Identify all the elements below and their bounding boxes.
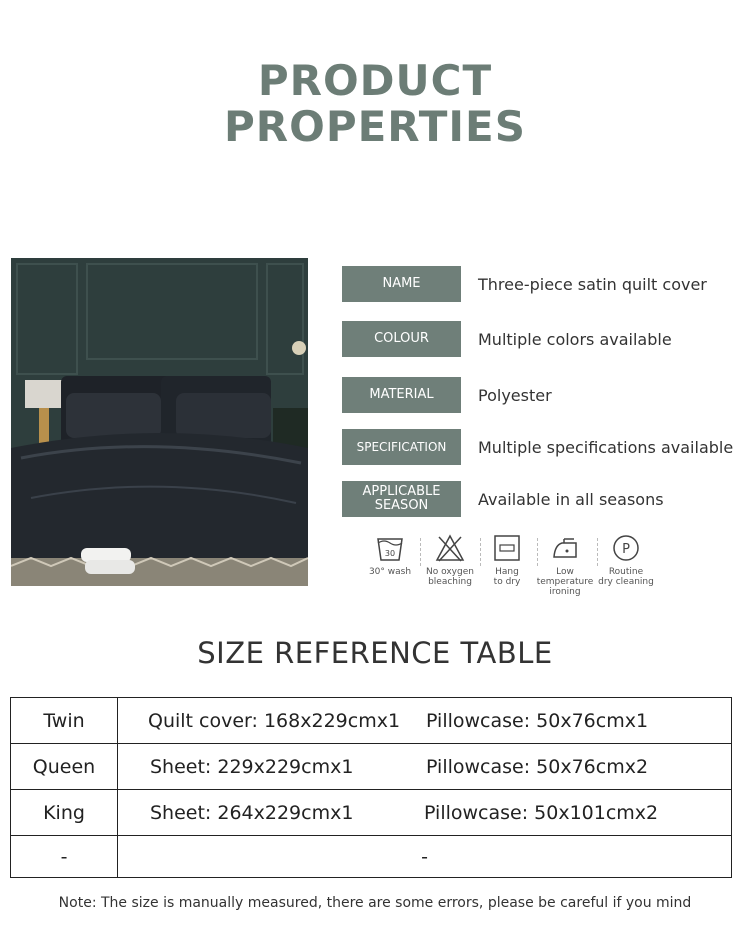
hang-dry-icon <box>492 533 522 563</box>
table-row <box>11 698 732 744</box>
spec-a: Sheet: 229x229cmx1 <box>150 755 354 778</box>
property-label-material: MATERIAL <box>342 377 461 413</box>
dry-clean-icon <box>611 533 641 563</box>
low-iron-icon <box>550 533 580 563</box>
size-note: Note: The size is manually measured, there are some errors, please be careful if you mind <box>58 895 692 911</box>
property-value-season: Available in all seasons <box>478 489 664 509</box>
property-value-name: Three-piece satin quilt cover <box>478 274 707 294</box>
size-table-title: SIZE REFERENCE TABLE <box>197 636 553 670</box>
care-label-wash: 30° wash <box>368 567 412 577</box>
page-title-line1: PRODUCT <box>257 56 493 105</box>
care-item-hang-dry <box>475 533 539 587</box>
property-label-season <box>342 481 461 517</box>
page-title-line2: PROPERTIES <box>224 102 526 151</box>
table-row <box>11 790 732 836</box>
property-value-specification: Multiple specifications available <box>478 437 734 457</box>
property-label-colour: COLOUR <box>342 321 461 357</box>
property-label-season-line2: SEASON <box>374 498 429 513</box>
size-cell: King <box>11 790 118 836</box>
property-row-season <box>342 481 742 517</box>
spec-b: Pillowcase: 50x76cmx1 <box>426 709 649 732</box>
care-item-iron <box>533 533 597 597</box>
dry-clean-symbol: P <box>622 542 630 557</box>
property-row-name <box>342 266 742 302</box>
property-row-colour <box>342 321 742 357</box>
property-label-name: NAME <box>342 266 461 302</box>
page-title <box>0 58 750 150</box>
satin-bedding-photo-icon <box>11 258 308 586</box>
size-reference-table <box>10 697 732 878</box>
table-row <box>11 836 732 878</box>
care-item-wash <box>358 533 422 577</box>
property-row-specification <box>342 429 742 465</box>
care-label-dry-clean: Routine dry cleaning <box>598 567 654 587</box>
no-bleach-icon <box>435 533 465 563</box>
property-label-specification: SPECIFICATION <box>342 429 461 465</box>
care-item-dry-clean <box>594 533 658 587</box>
spec-cell <box>118 744 732 790</box>
property-row-material <box>342 377 742 413</box>
property-label-season-line1: APPLICABLE <box>362 484 441 499</box>
care-item-bleach <box>418 533 482 587</box>
size-cell: Queen <box>11 744 118 790</box>
spec-cell: - <box>118 836 732 878</box>
size-cell: - <box>11 836 118 878</box>
spec-b: Pillowcase: 50x101cmx2 <box>424 801 659 824</box>
care-label-bleach: No oxygen bleaching <box>426 567 474 587</box>
table-row <box>11 744 732 790</box>
care-label-hang-dry: Hang to dry <box>493 567 521 587</box>
svg-text:30: 30 <box>384 549 396 558</box>
size-cell: Twin <box>11 698 118 744</box>
product-photo <box>11 258 308 586</box>
property-value-colour: Multiple colors available <box>478 329 672 349</box>
property-value-material: Polyester <box>478 385 552 405</box>
spec-cell <box>118 790 732 836</box>
spec-cell <box>118 698 732 744</box>
spec-b: Pillowcase: 50x76cmx2 <box>426 755 649 778</box>
spec-a: Quilt cover: 168x229cmx1 <box>148 709 401 732</box>
spec-a: Sheet: 264x229cmx1 <box>150 801 354 824</box>
care-label-iron: Low temperature ironing <box>536 567 594 597</box>
wash-30-icon <box>375 533 405 563</box>
